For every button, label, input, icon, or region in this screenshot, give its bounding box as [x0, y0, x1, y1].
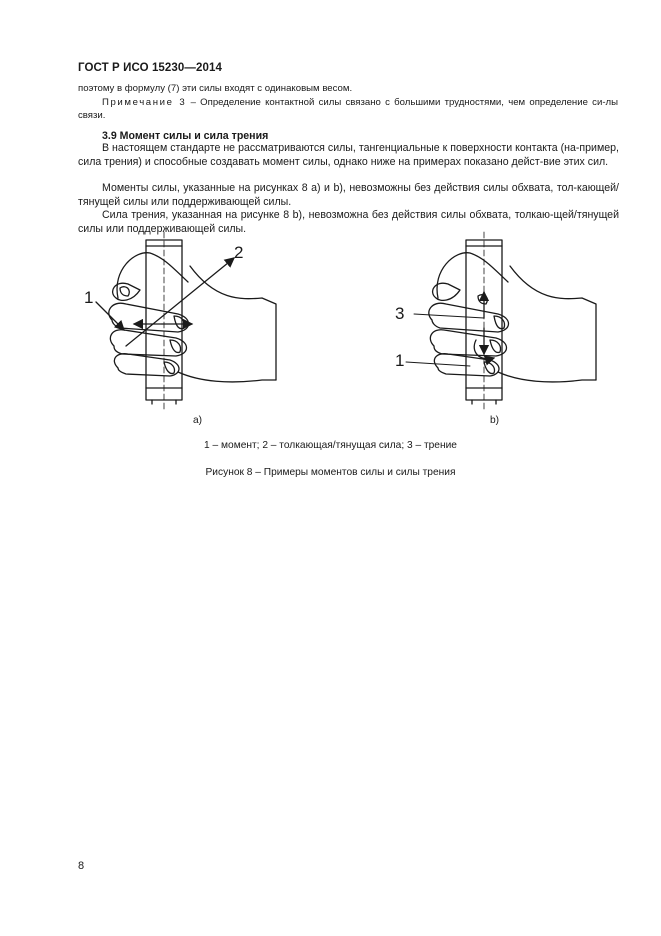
- paragraph-3-text: Сила трения, указанная на рисунке 8 b), невозможна без действия силы обхвата, толкаю-щей/тянущей силы или поддерживающей силы.: [78, 209, 619, 235]
- figure-b-label-3: 3: [395, 304, 405, 323]
- hand-drawing-b: [406, 232, 596, 410]
- paragraph-1-text: В настоящем стандарте не рассматриваются силы, тангенциальные к поверхности контакта (на-пример, сила трения) и способные создавать момент силы, однако ниже на примерах показано дейст-вие этих сил.: [78, 142, 619, 168]
- continuation-line: поэтому в формулу (7) эти силы входят с одинаковым весом.: [78, 83, 353, 94]
- subfigure-a-caption: a): [193, 415, 203, 426]
- subfigure-b-caption: b): [490, 415, 500, 426]
- section-title: 3.9 Момент силы и сила трения: [102, 130, 269, 142]
- page-number: 8: [78, 860, 85, 872]
- note-text: – Определение контактной силы связано с большими трудностями, чем определение си-лы связи.: [78, 97, 619, 121]
- document-header: ГОСТ Р ИСО 15230—2014: [78, 62, 223, 74]
- note-label: Примечание 3: [102, 97, 187, 108]
- hand-drawing-a: [96, 232, 276, 410]
- figure-b-label-1: 1: [395, 351, 405, 370]
- figure-a-label-2: 2: [234, 243, 244, 262]
- figure-a-label-1: 1: [84, 288, 94, 307]
- paragraph-2-text: Моменты силы, указанные на рисунках 8 а) и b), невозможны без действия силы обхвата, тол-кающей/тянущей силы или поддерживающей силы.: [78, 182, 619, 208]
- figure-legend: 1 – момент; 2 – толкающая/тянущая сила; 3 – трение: [204, 440, 457, 451]
- figure-caption: Рисунок 8 – Примеры моментов силы и силы трения: [205, 467, 456, 478]
